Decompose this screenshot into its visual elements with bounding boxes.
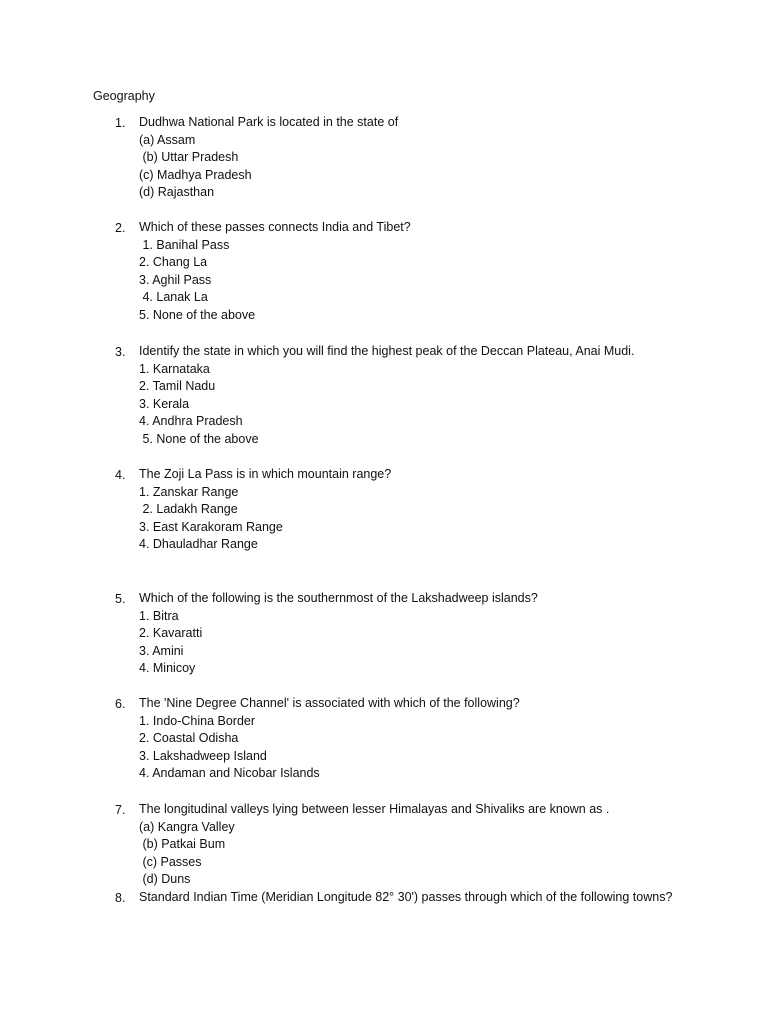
question-number: 3. [115, 345, 126, 359]
option-item: 4. Dhauladhar Range [139, 537, 258, 552]
option-item: (d) Rajasthan [139, 185, 215, 200]
question-number: 6. [115, 697, 126, 711]
option-item: 2. Tamil Nadu [139, 379, 216, 394]
option-item: (b) Uttar Pradesh [139, 150, 239, 165]
question-text: The longitudinal valleys lying between lesser Himalayas and Shivaliks are known as . [139, 802, 610, 816]
option-item: 1. Zanskar Range [139, 484, 239, 499]
option-item: (b) Patkai Bum [139, 837, 226, 852]
option-list [139, 608, 202, 678]
question-text: Identify the state in which you will find the highest peak of the Deccan Plateau, Anai Mudi. [139, 344, 635, 358]
option-item: 4. Minicoy [139, 661, 196, 676]
option-item: 3. East Karakoram Range [139, 519, 283, 534]
document-title: Geography [93, 89, 155, 103]
question-number: 7. [115, 803, 126, 817]
question-text: Which of the following is the southernmost of the Lakshadweep islands? [139, 591, 538, 605]
option-item: 3. Amini [139, 643, 184, 658]
option-item: 2. Ladakh Range [139, 502, 238, 517]
option-item: 3. Aghil Pass [139, 272, 212, 287]
option-list [139, 819, 235, 889]
option-item: 1. Banihal Pass [139, 237, 230, 252]
option-item: 5. None of the above [139, 431, 259, 446]
option-item: 1. Bitra [139, 608, 179, 623]
option-list [139, 132, 252, 202]
question-text: Which of these passes connects India and Tibet? [139, 220, 411, 234]
option-item: 4. Andhra Pradesh [139, 414, 243, 429]
question-number: 5. [115, 592, 126, 606]
option-item: (c) Madhya Pradesh [139, 167, 252, 182]
question-text: Standard Indian Time (Meridian Longitude 82° 30') passes through which of the following towns? [139, 890, 673, 904]
option-list [139, 361, 259, 449]
option-item: (d) Duns [139, 872, 191, 887]
question-text: Dudhwa National Park is located in the state of [139, 115, 399, 129]
question-number: 4. [115, 468, 126, 482]
question-text: The 'Nine Degree Channel' is associated with which of the following? [139, 696, 520, 710]
option-item: 2. Kavaratti [139, 626, 203, 641]
option-list [139, 484, 283, 554]
option-list [139, 237, 255, 325]
question-number: 2. [115, 221, 126, 235]
question-text: The Zoji La Pass is in which mountain range? [139, 467, 392, 481]
question-number: 8. [115, 891, 126, 905]
option-item: 5. None of the above [139, 307, 256, 322]
option-item: (a) Kangra Valley [139, 819, 235, 834]
option-item: 1. Indo-China Border [139, 713, 256, 728]
option-item: 4. Lanak La [139, 290, 208, 305]
option-item: (a) Assam [139, 132, 196, 147]
option-item: 2. Chang La [139, 255, 208, 270]
option-item: 3. Lakshadweep Island [139, 748, 267, 763]
option-item: (c) Passes [139, 854, 202, 869]
option-list [139, 713, 320, 783]
question-number: 1. [115, 116, 126, 130]
option-item: 2. Coastal Odisha [139, 731, 239, 746]
option-item: 1. Karnataka [139, 361, 210, 376]
option-item: 3. Kerala [139, 396, 190, 411]
option-item: 4. Andaman and Nicobar Islands [139, 766, 320, 781]
